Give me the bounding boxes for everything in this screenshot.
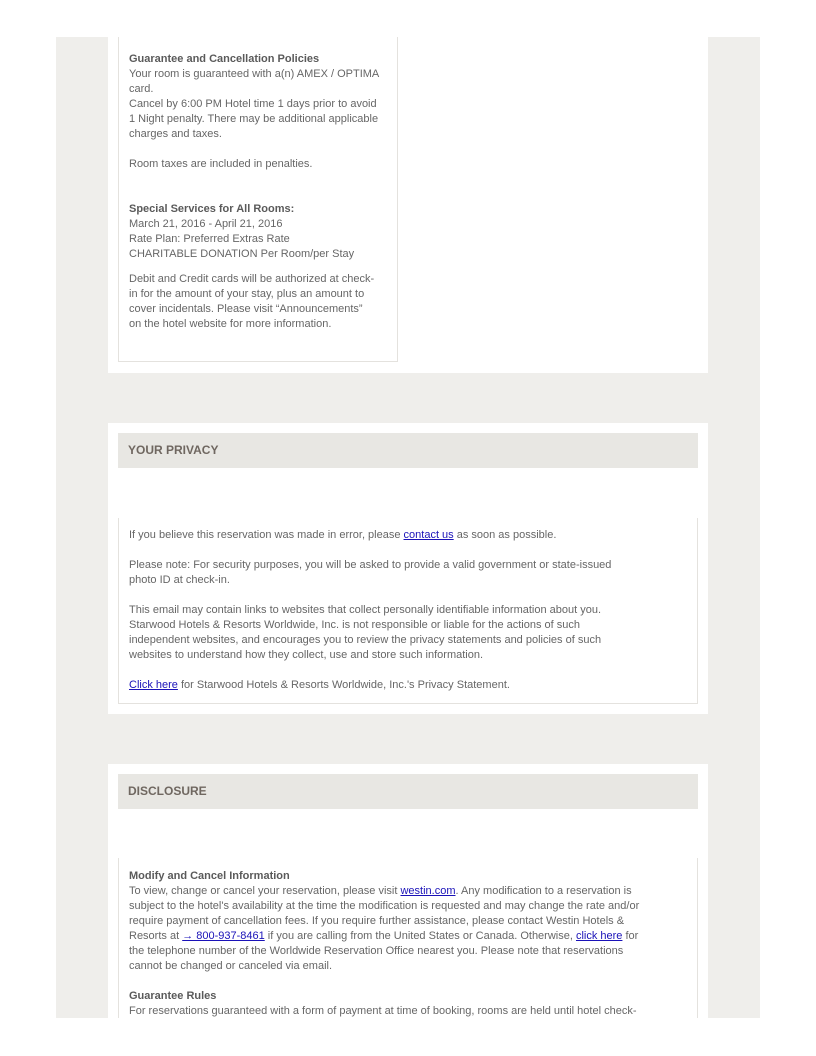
modify-line4-mid: if you are calling from the United States or Canada. Otherwise, bbox=[264, 930, 576, 942]
guarantee-rules-title: Guarantee Rules bbox=[129, 990, 217, 1002]
guarantee-line: card. bbox=[129, 83, 154, 95]
privacy-error-text bbox=[129, 528, 556, 543]
cancel-line: charges and taxes. bbox=[129, 128, 222, 140]
links-line: websites to understand how they collect, use and store such information. bbox=[129, 649, 484, 661]
disclosure-click-here-link[interactable]: click here bbox=[575, 930, 623, 942]
modify-line: cannot be changed or canceled via email. bbox=[129, 960, 333, 972]
special-item: CHARITABLE DONATION Per Room/per Stay bbox=[129, 248, 355, 260]
card-line: on the hotel website for more information. bbox=[129, 318, 332, 330]
security-line: Please note: For security purposes, you will be asked to provide a valid government or state-issued bbox=[129, 559, 612, 571]
modify-title: Modify and Cancel Information bbox=[129, 870, 290, 882]
links-line: This email may contain links to websites that collect personally identifiable information about you. bbox=[129, 604, 602, 616]
card-line: in for the amount of your stay, plus an amount to bbox=[129, 288, 365, 300]
links-line: Starwood Hotels & Resorts Worldwide, Inc. is not responsible or liable for the actions of such bbox=[129, 619, 581, 631]
phone-link[interactable]: → 800-937-8461 bbox=[182, 930, 265, 942]
modify-line: the telephone number of the Worldwide Reservation Office nearest you. Please note that reservations bbox=[129, 945, 624, 957]
privacy-statement-suffix: for Starwood Hotels & Resorts Worldwide, Inc.'s Privacy Statement. bbox=[177, 679, 510, 691]
security-line: photo ID at check-in. bbox=[129, 574, 230, 586]
modify-line1-prefix: To view, change or cancel your reservation, please visit bbox=[129, 885, 401, 897]
bottom-margin bbox=[0, 1018, 816, 1056]
modify-line: subject to the hotel's availability at the time the modification is requested and may change the rate and/or bbox=[129, 900, 640, 912]
links-line: independent websites, and encourages you to review the privacy statements and policies of such bbox=[129, 634, 602, 646]
modify-line bbox=[129, 929, 638, 944]
cancel-line: 1 Night penalty. There may be additional applicable bbox=[129, 113, 379, 125]
privacy-header: YOUR PRIVACY bbox=[118, 433, 698, 468]
card-line: Debit and Credit cards will be authorized at check- bbox=[129, 273, 375, 285]
guarantee-rules-line: For reservations guaranteed with a form of payment at time of booking, rooms are held until hotel check- bbox=[129, 1005, 637, 1017]
modify-line1-suffix: . Any modification to a reservation is bbox=[455, 885, 632, 897]
modify-line bbox=[129, 884, 632, 899]
privacy-statement-text bbox=[129, 678, 510, 693]
modify-line4-suffix: for bbox=[622, 930, 639, 942]
guarantee-title: Guarantee and Cancellation Policies bbox=[129, 53, 320, 65]
modify-line4-prefix: Resorts at bbox=[129, 930, 183, 942]
guarantee-line: Your room is guaranteed with a(n) AMEX / OPTIMA bbox=[129, 68, 380, 80]
card-line: cover incidentals. Please visit “Announcements” bbox=[129, 303, 363, 315]
special-rate: Rate Plan: Preferred Extras Rate bbox=[129, 233, 290, 245]
disclosure-header: DISCLOSURE bbox=[118, 774, 698, 809]
special-services-title: Special Services for All Rooms: bbox=[129, 203, 295, 215]
contact-us-link[interactable]: contact us bbox=[403, 529, 454, 541]
taxes-note: Room taxes are included in penalties. bbox=[129, 158, 313, 170]
privacy-click-here-link[interactable]: Click here bbox=[129, 679, 178, 691]
westin-link[interactable]: westin.com bbox=[400, 885, 456, 897]
cancel-line: Cancel by 6:00 PM Hotel time 1 days prior to avoid bbox=[129, 98, 377, 110]
modify-line: require payment of cancellation fees. If you require further assistance, please contact Westin Hotels & bbox=[129, 915, 625, 927]
privacy-error-suffix: as soon as possible. bbox=[453, 529, 557, 541]
special-dates: March 21, 2016 - April 21, 2016 bbox=[129, 218, 283, 230]
privacy-error-prefix: If you believe this reservation was made in error, please bbox=[129, 529, 404, 541]
